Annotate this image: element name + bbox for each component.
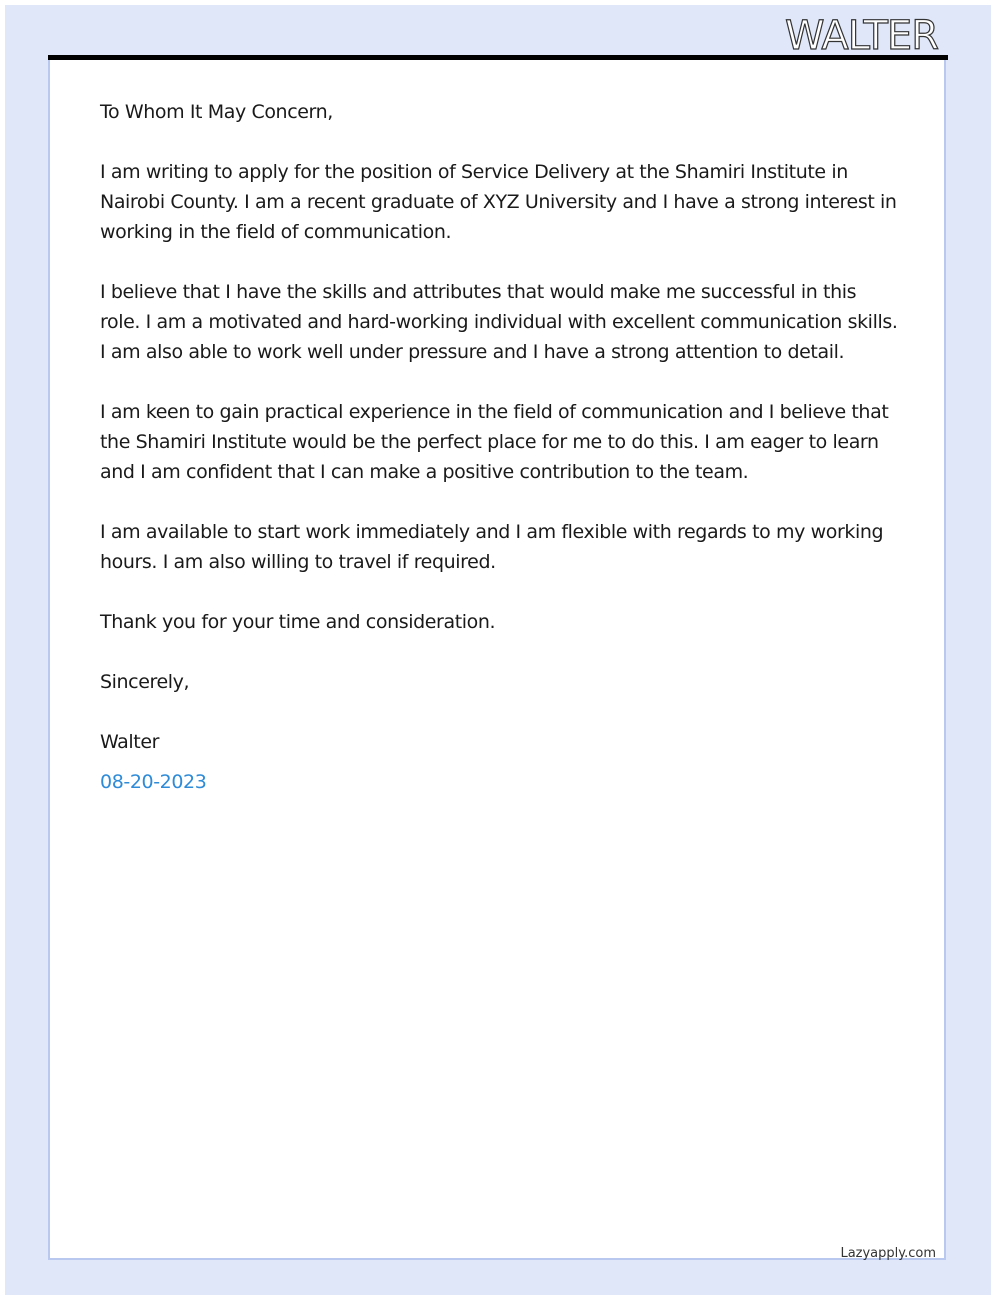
cover-letter-body (100, 97, 900, 797)
signature: Walter (100, 731, 160, 753)
applicant-name-heading: WALTER (784, 13, 938, 59)
closing: Sincerely, (100, 671, 190, 693)
letter-date: 08-20-2023 (100, 771, 207, 793)
paragraph: Thank you for your time and consideration. (100, 611, 496, 633)
salutation: To Whom It May Concern, (100, 101, 333, 123)
paragraph: I am available to start work immediately and I am flexible with regards to my working hours. I am also willing to travel if required. (100, 521, 884, 573)
paragraph: I believe that I have the skills and attributes that would make me successful in this role. I am a motivated and hard-working individual with excellent communication skills. I am also able to work well under pressure and I have a strong attention to detail. (100, 281, 898, 363)
footer-brand: Lazyapply.com (840, 1246, 936, 1261)
paragraph: I am keen to gain practical experience in the field of communication and I believe that the Shamiri Institute would be the perfect place for me to do this. I am eager to learn and I am confident that I can make a positive contribution to the team. (100, 401, 889, 483)
paragraph: I am writing to apply for the position of Service Delivery at the Shamiri Institute in Nairobi County. I am a recent graduate of XYZ University and I have a strong interest in working in the field of communication. (100, 161, 897, 243)
